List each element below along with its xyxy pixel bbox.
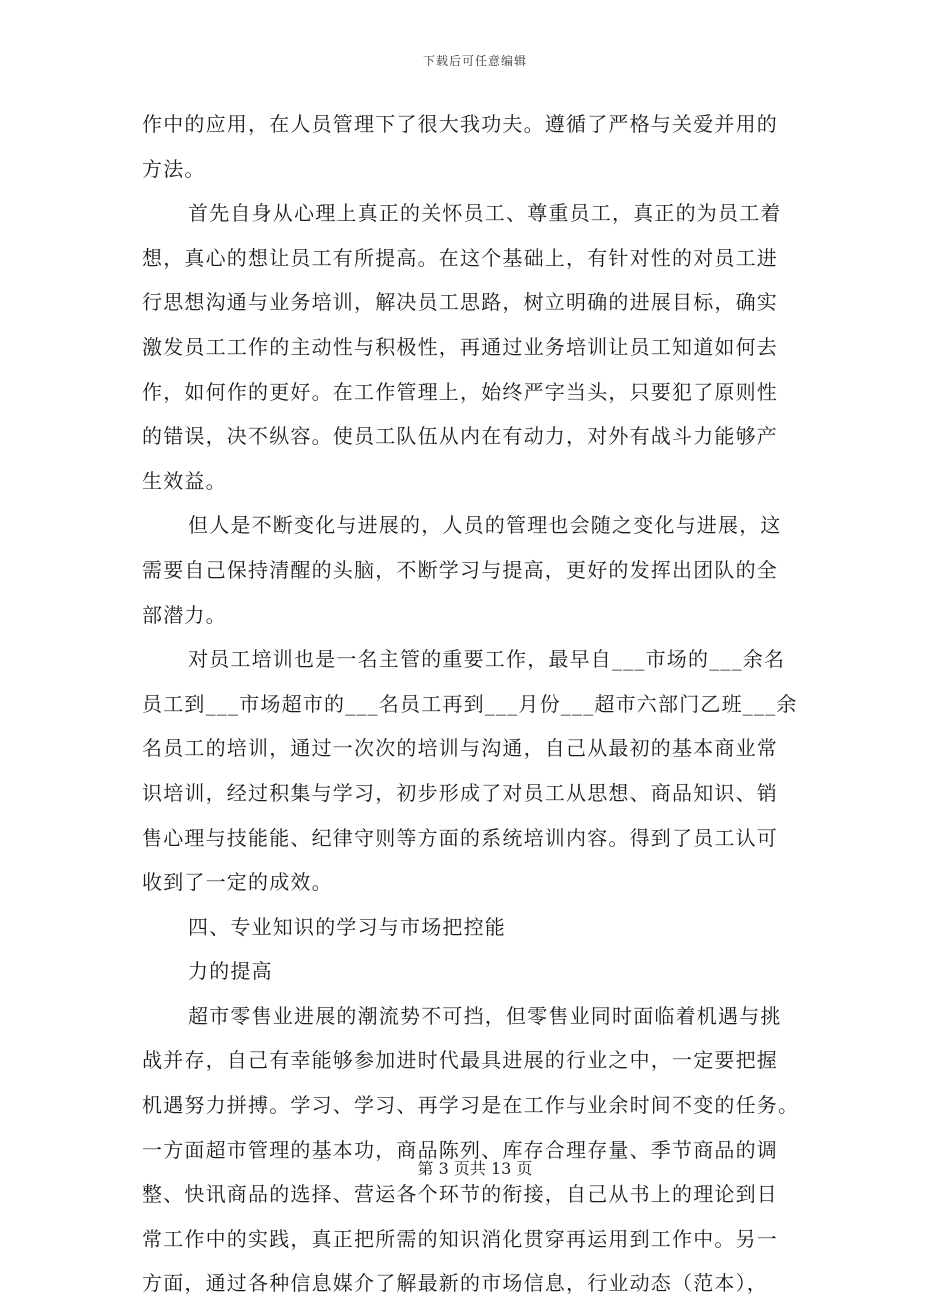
text-line: 作，如何作的更好。在工作管理上，始终严字当头，只要犯了原则性 (142, 379, 778, 404)
text-line: 常工作中的实践，真正把所需的知识消化贯穿再运用到工作中。另一 (142, 1226, 778, 1251)
text-line: 名员工的培训，通过一次次的培训与沟通，自己从最初的基本商业常 (142, 736, 778, 761)
text-line: 力的提高 (188, 959, 273, 984)
text-line: 超市零售业进展的潮流势不可挡，但零售业同时面临着机遇与挑 (188, 1003, 782, 1028)
text-line: 一方面超市管理的基本功，商品陈列、库存合理存量、季节商品的调 (142, 1137, 778, 1162)
text-line: 但人是不断变化与进展的，人员的管理也会随之变化与进展，这 (188, 513, 782, 538)
text-line: 收到了一定的成效。 (142, 870, 333, 895)
text-line: 对员工培训也是一名主管的重要工作，最早自___市场的___余名 (188, 647, 786, 672)
text-line: 识培训，经过积集与学习，初步形成了对员工从思想、商品知识、销 (142, 780, 778, 805)
text-line: 生效益。 (142, 468, 227, 493)
text-line: 作中的应用，在人员管理下了很大我功夫。遵循了严格与关爱并用的 (142, 112, 778, 136)
text-line: 整、快讯商品的选择、营运各个环节的衔接，自己从书上的理论到日 (142, 1182, 778, 1207)
text-line: 的错误，决不纵容。使员工队伍从内在有动力，对外有战斗力能够产 (142, 424, 778, 449)
text-line: 想，真心的想让员工有所提高。在这个基础上，有针对性的对员工进 (142, 245, 778, 270)
page-number: 第 3 页共 13 页 (417, 1159, 533, 1178)
text-line: 行思想沟通与业务培训，解决员工思路，树立明确的进展目标，确实 (142, 290, 778, 315)
page-header: 下载后可任意编辑 (422, 54, 527, 68)
text-line: 四、专业知识的学习与市场把控能 (188, 914, 506, 939)
text-line: 战并存，自己有幸能够参加进时代最具进展的行业之中，一定要把握 (142, 1048, 778, 1073)
text-line: 方面，通过各种信息媒介了解最新的市场信息，行业动态（范本）， (142, 1271, 768, 1296)
text-line: 机遇努力拼搏。学习、学习、再学习是在工作与业余时间不变的任务。 (142, 1093, 800, 1118)
text-line: 需要自己保持清醒的头脑，不断学习与提高，更好的发挥出团队的全 (142, 557, 778, 582)
text-line: 首先自身从心理上真正的关怀员工、尊重员工，真正的为员工着 (188, 201, 782, 226)
text-line: 员工到___市场超市的___名员工再到___月份___超市六部门乙班___余 (142, 691, 798, 716)
document-body (142, 102, 812, 1306)
text-line: 售心理与技能能、纪律守则等方面的系统培训内容。得到了员工认可 (142, 825, 778, 850)
text-line: 方法。 (142, 156, 206, 181)
text-line: 激发员工工作的主动性与积极性，再通过业务培训让员工知道如何去 (142, 334, 778, 359)
text-line: 部潜力。 (142, 602, 227, 627)
